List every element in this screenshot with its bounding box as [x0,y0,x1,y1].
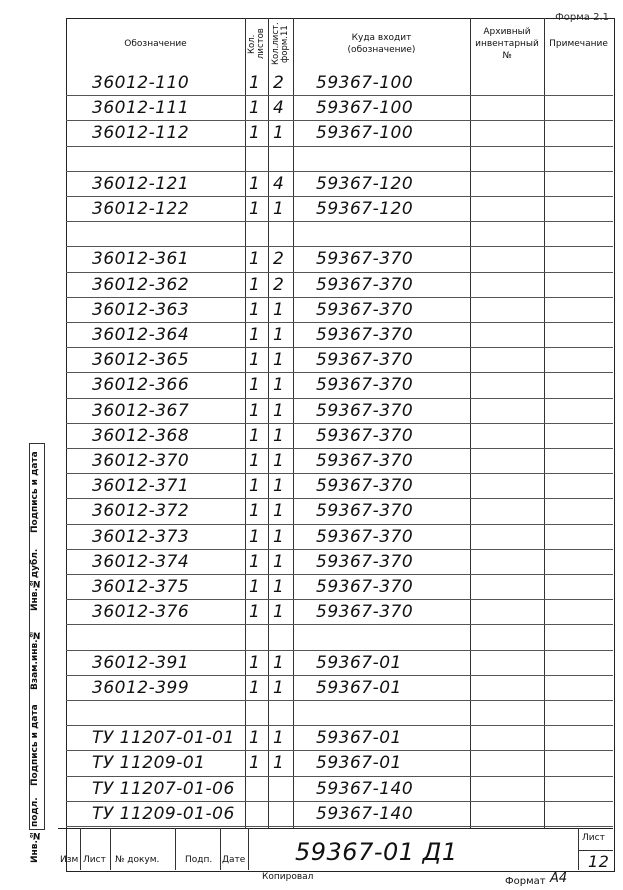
cell-designation: 36012-376 [92,602,190,623]
cell-designation: 36012-121 [92,173,190,194]
cell-format-count: 1 [273,526,285,547]
cell-sheets-count: 1 [249,602,261,623]
side-label-replaced-inventory: Взам.инв.№ [30,629,40,691]
cell-where-used: 59367-370 [316,551,414,572]
cell-format-count: 1 [273,677,285,698]
cell-sheets-count: 1 [249,274,261,295]
stamp-label-sheet: Лист [83,855,106,865]
cell-where-used: 59367-370 [316,577,414,597]
header-sheets-count: Кол. листов [246,28,266,60]
cell-where-used: 59367-01 [316,652,402,673]
side-label-signature-date-2: Подпись и дата [30,451,40,534]
row-divider [66,498,613,499]
header-notes: Примечание [549,39,608,49]
cell-format-count: 1 [273,551,285,572]
cell-where-used: 59367-120 [316,199,414,219]
cell-designation: 36012-375 [92,577,190,597]
cell-format-count: 1 [273,375,285,396]
cell-where-used: 59367-370 [316,526,414,547]
cell-where-used: 59367-370 [316,400,414,421]
stamp-label-doc-number: № докум. [115,855,160,865]
cell-format-count: 1 [273,753,285,774]
cell-format-count: 1 [273,577,285,597]
cell-sheets-count: 1 [249,551,261,572]
stamp-divider [578,828,579,870]
cell-sheets-count: 1 [249,199,261,219]
cell-sheets-count: 1 [249,98,261,119]
stamp-label-signature: Подп. [185,855,213,865]
sheet-number: 12 [588,852,610,871]
cell-designation: 36012-374 [92,551,190,572]
cell-format-count: 1 [273,299,285,320]
cell-sheets-count: 1 [249,350,261,371]
row-divider [66,826,613,827]
form-label: Форма 2.1 [555,12,609,23]
cell-where-used: 59367-01 [316,728,402,749]
row-divider [66,549,613,550]
cell-sheets-count: 1 [249,728,261,749]
row-divider [66,624,613,625]
cell-sheets-count: 1 [249,375,261,396]
cell-sheets-count: 1 [249,476,261,497]
cell-where-used: 59367-100 [316,98,414,119]
cell-designation: 36012-373 [92,526,190,547]
cell-format-count: 1 [273,123,285,144]
cell-format-count: 1 [273,451,285,471]
stamp-label-change: Изм [60,855,79,865]
cell-designation: 36012-391 [92,652,190,673]
cell-where-used: 59367-01 [316,677,402,698]
row-divider [66,675,613,676]
cell-where-used: 59367-100 [316,73,414,93]
cell-designation: 36012-122 [92,199,190,219]
cell-sheets-count: 1 [249,400,261,421]
row-divider [66,725,613,726]
cell-designation: 36012-366 [92,375,190,396]
cell-designation: 36012-111 [92,98,190,119]
cell-format-count: 4 [273,173,285,194]
cell-designation: 36012-371 [92,476,190,497]
cell-format-count: 4 [273,98,285,119]
cell-where-used: 59367-370 [316,299,414,320]
format-value: А4 [550,871,568,886]
cell-format-count: 2 [273,274,285,295]
cell-where-used: 59367-120 [316,173,414,194]
cell-where-used: 59367-370 [316,476,414,497]
cell-format-count: 2 [273,73,285,93]
row-divider [66,95,613,96]
cell-sheets-count: 1 [249,123,261,144]
cell-sheets-count: 1 [249,325,261,345]
cell-sheets-count: 1 [249,249,261,270]
side-label-duplicate-inventory: Инв.№дубл. [30,548,40,612]
cell-designation: 36012-367 [92,400,190,421]
cell-designation: ТУ 11207-01-06 [92,778,235,799]
cell-sheets-count: 1 [249,753,261,774]
row-divider [66,322,613,323]
row-divider [66,750,613,751]
row-divider [66,524,613,525]
cell-format-count: 1 [273,199,285,219]
cell-designation: 36012-364 [92,325,190,345]
cell-designation: 36012-112 [92,123,190,144]
row-divider [66,599,613,600]
format-label: Формат [505,876,546,887]
cell-sheets-count: 1 [249,677,261,698]
side-label-signature-date: Подпись и дата [30,704,40,786]
cell-designation: 36012-372 [92,501,190,522]
cell-sheets-count: 1 [249,425,261,446]
row-divider [66,448,613,449]
cell-format-count: 1 [273,602,285,623]
cell-where-used: 59367-370 [316,602,414,623]
row-divider [66,801,613,802]
row-divider [66,650,613,651]
cell-where-used: 59367-370 [316,375,414,396]
row-divider [66,297,613,298]
side-label-original-inventory: Инв.№ подл. [30,797,40,863]
header-where-used: Куда входит (обозначение) [347,33,416,55]
row-divider [66,700,613,701]
row-divider [66,146,613,147]
stamp-divider [110,828,111,870]
cell-where-used: 59367-01 [316,753,402,774]
cell-sheets-count: 1 [249,173,261,194]
stamp-divider [80,828,81,870]
row-divider [66,347,613,348]
cell-designation: 36012-362 [92,274,190,295]
cell-where-used: 59367-370 [316,249,414,270]
row-divider [66,398,613,399]
cell-sheets-count: 1 [249,577,261,597]
sheet-label: Лист [582,833,605,843]
cell-designation: ТУ 11207-01-01 [92,728,235,749]
cell-designation: 36012-370 [92,451,190,471]
row-divider [66,473,613,474]
cell-sheets-count: 1 [249,299,261,320]
cell-designation: ТУ 11209-01 [92,753,206,774]
cell-format-count: 1 [273,400,285,421]
cell-designation: 36012-368 [92,425,190,446]
cell-sheets-count: 1 [249,501,261,522]
header-format-count: Кол.лист. форм.11 [270,22,290,66]
cell-where-used: 59367-370 [316,350,414,371]
stamp-divider [175,828,176,870]
document-code: 59367-01 Д1 [295,838,458,866]
row-divider [66,196,613,197]
cell-sheets-count: 1 [249,73,261,93]
cell-format-count: 1 [273,350,285,371]
cell-where-used: 59367-370 [316,325,414,345]
row-divider [66,776,613,777]
cell-format-count: 2 [273,249,285,270]
cell-where-used: 59367-370 [316,501,414,522]
cell-format-count: 1 [273,325,285,345]
cell-where-used: 59367-370 [316,451,414,471]
row-divider [66,221,613,222]
cell-designation: ТУ 11209-01-06 [92,803,235,824]
header-designation: Обозначение [124,39,187,49]
row-divider [66,574,613,575]
cell-sheets-count: 1 [249,451,261,471]
row-divider [66,272,613,273]
cell-where-used: 59367-370 [316,425,414,446]
row-divider [66,246,613,247]
stamp-label-date: Дате [222,855,246,865]
copied-label: Копировал [262,872,314,882]
cell-format-count: 1 [273,476,285,497]
cell-where-used: 59367-370 [316,274,414,295]
header-archive-number: Архивный инвентарный № [475,27,539,61]
cell-where-used: 59367-140 [316,778,414,799]
cell-designation: 36012-399 [92,677,190,698]
row-divider [66,423,613,424]
stamp-divider [220,828,221,870]
cell-designation: 36012-110 [92,73,190,93]
cell-format-count: 1 [273,652,285,673]
cell-where-used: 59367-140 [316,803,414,824]
cell-where-used: 59367-100 [316,123,414,144]
row-divider [66,171,613,172]
cell-format-count: 1 [273,501,285,522]
cell-format-count: 1 [273,425,285,446]
cell-format-count: 1 [273,728,285,749]
cell-sheets-count: 1 [249,652,261,673]
stamp-divider [248,828,249,870]
cell-designation: 36012-361 [92,249,190,270]
cell-designation: 36012-365 [92,350,190,371]
cell-designation: 36012-363 [92,299,190,320]
row-divider [66,120,613,121]
cell-sheets-count: 1 [249,526,261,547]
row-divider [66,372,613,373]
stamp-divider [578,850,613,851]
